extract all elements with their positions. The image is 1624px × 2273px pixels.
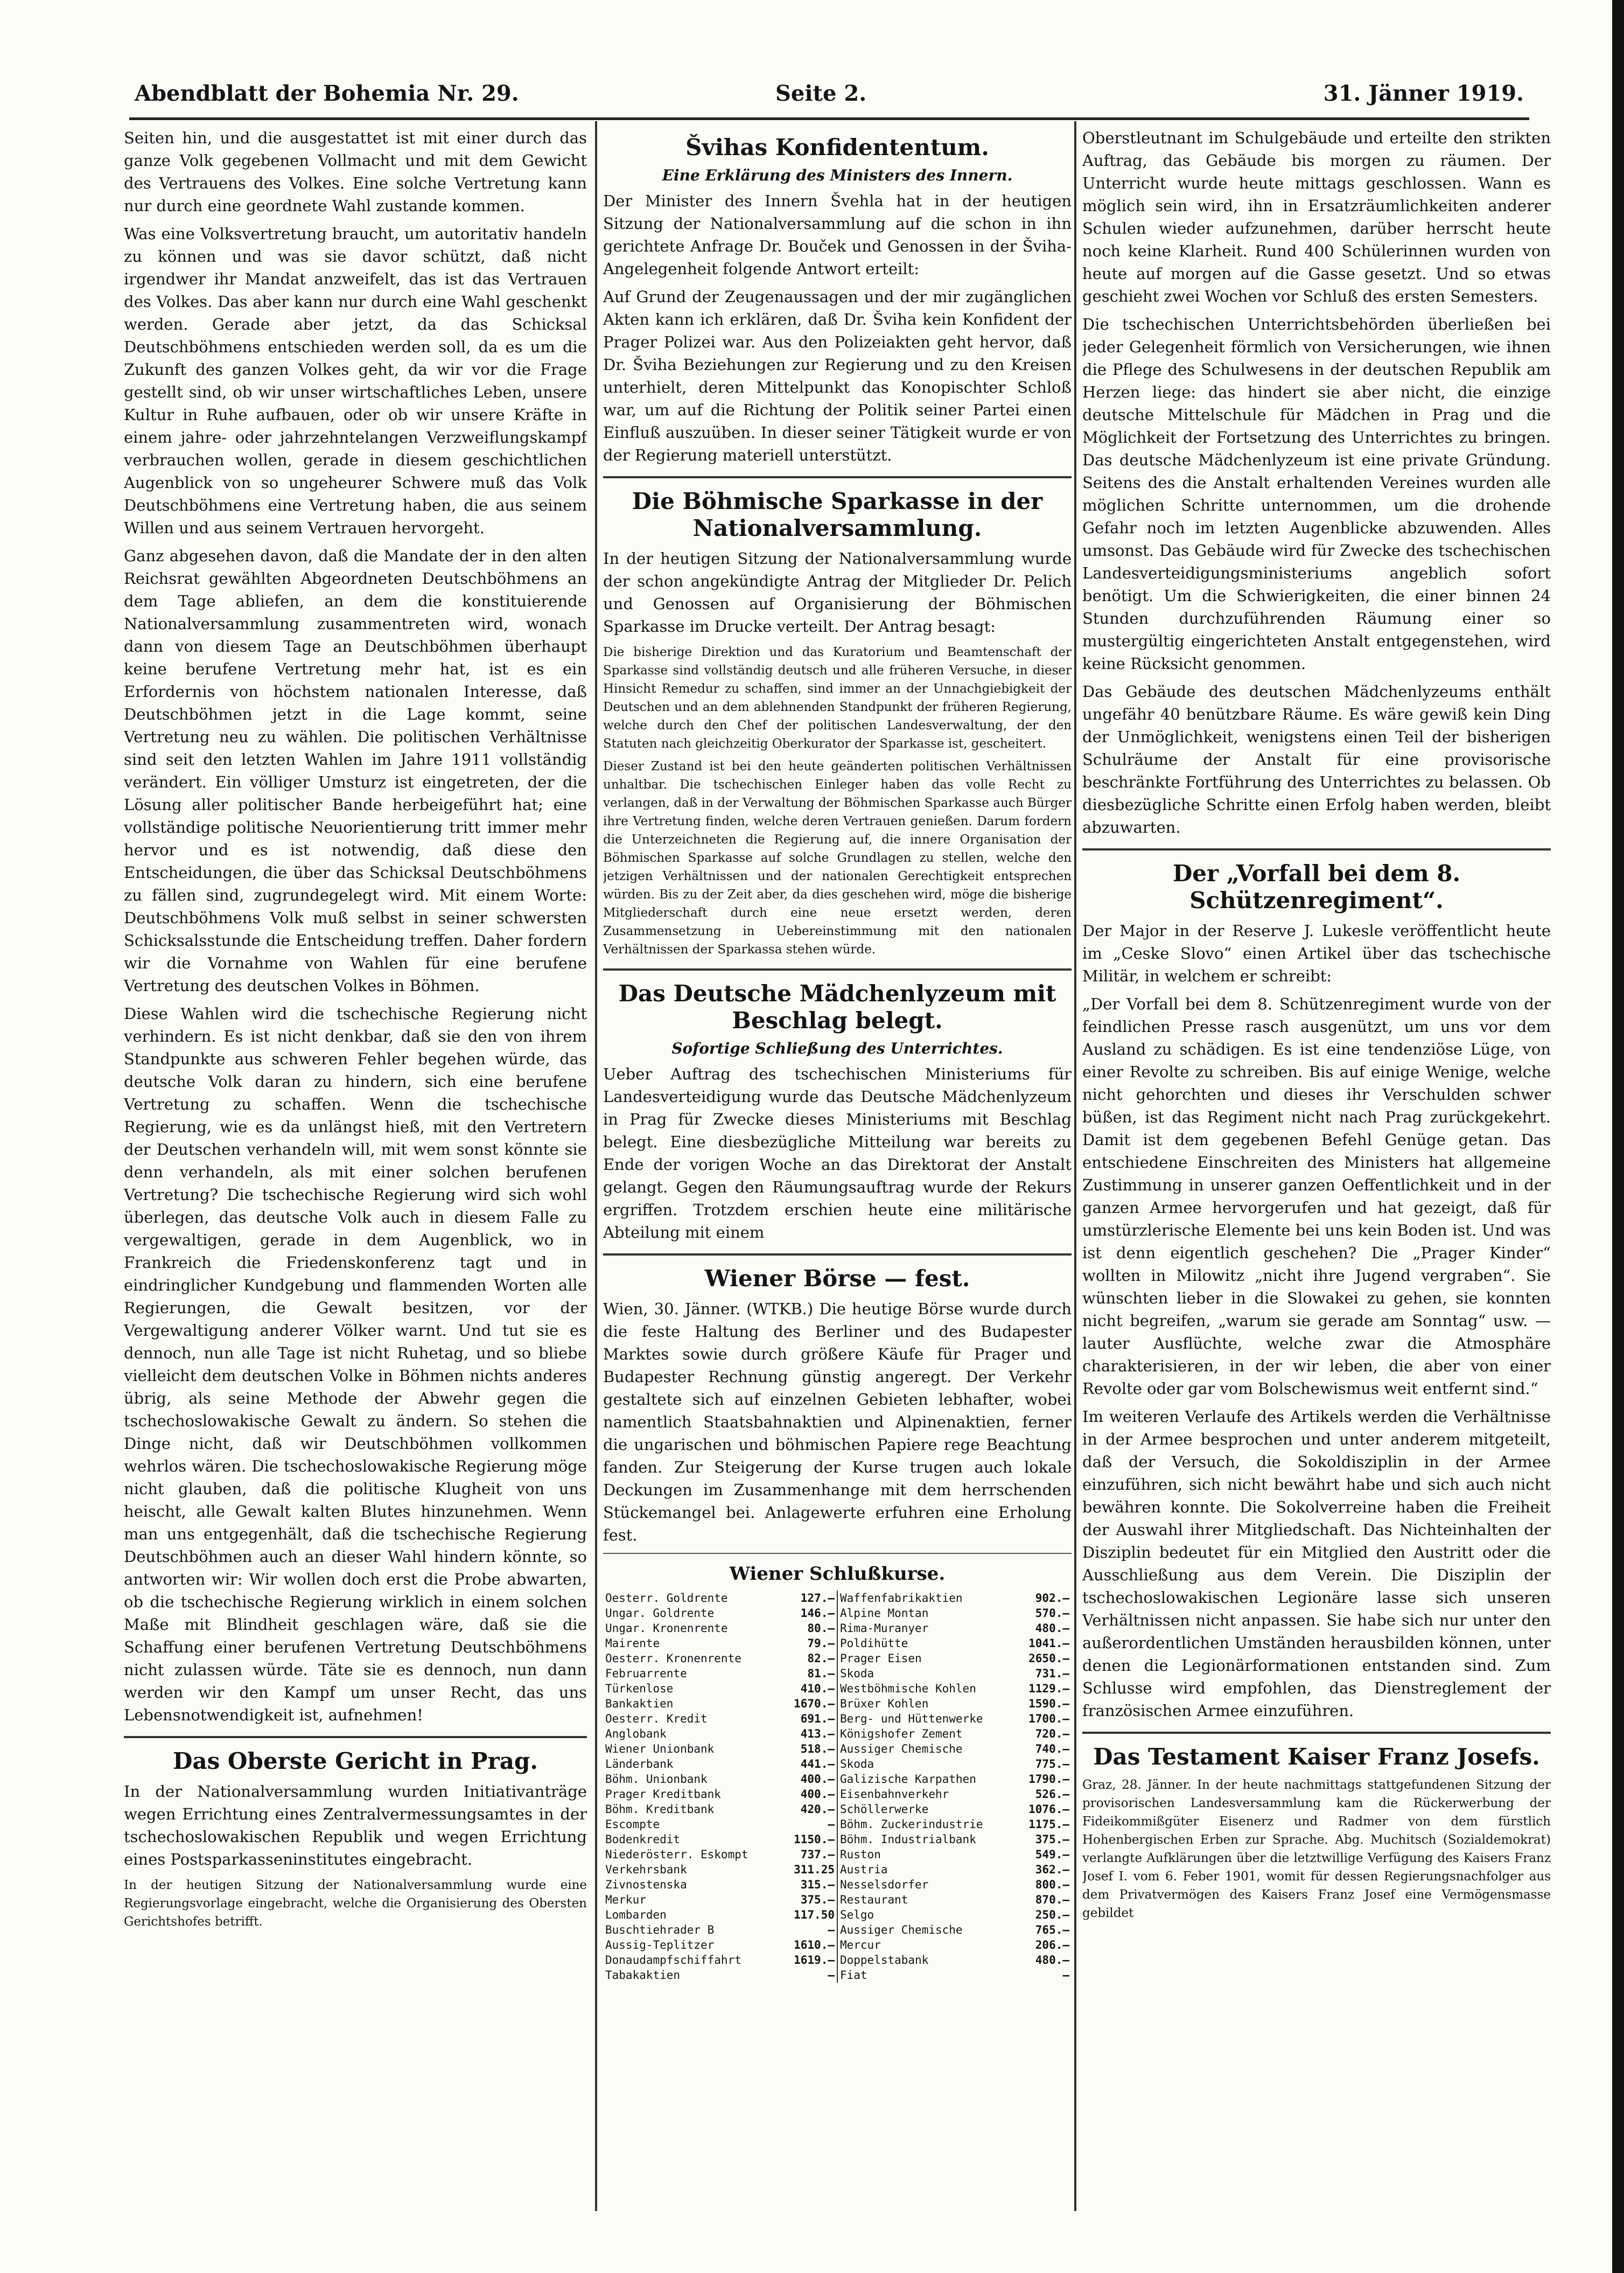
stock-quotes-table — [603, 1591, 1072, 1983]
security-name: Donaudampfschiffahrt — [605, 1954, 741, 1967]
paragraph: Oberstleutnant im Schulgebäude und erteilte den strikten Auftrag, das Gebäude bis morgen zu räumen. Der Unterricht wurde heute mittags geschlossen. Wann es möglich sein wird, ihn in Ersatzräumlichkeiten anderer Schulen wieder aufzunehmen, darüber herrscht heute noch keine Klarheit. Rund 400 Schülerinnen wurden von heute auf morgen auf die Gasse gesetzt. Und so etwas geschieht zwei Wochen vor Schluß des ersten Semesters. — [1082, 129, 1551, 305]
quote-value: 80.— — [807, 1622, 835, 1635]
security-name: Prager Kreditbank — [605, 1788, 721, 1801]
quote-value: 315.— — [800, 1878, 835, 1891]
security-name: Aussiger Chemische — [837, 1741, 1017, 1756]
table-row — [603, 1741, 1072, 1756]
quote-value: 570.— — [1035, 1607, 1069, 1620]
quote-value: 691.— — [800, 1712, 835, 1725]
security-name: Wiener Unionbank — [605, 1742, 715, 1755]
security-name: Poldihütte — [837, 1636, 1017, 1651]
security-name: Türkenlose — [605, 1682, 674, 1695]
security-name: Merkur — [605, 1893, 646, 1906]
table-row — [603, 1591, 1072, 1606]
quote-value: 775.— — [1035, 1758, 1069, 1770]
security-name: Fiat — [837, 1968, 1017, 1983]
security-name: Lombarden — [605, 1908, 667, 1921]
quote-value: — — [828, 1818, 835, 1831]
quote-value: — — [828, 1923, 835, 1936]
table-row — [603, 1922, 1072, 1937]
quote-value: 1619.— — [794, 1954, 835, 1967]
table-divider — [603, 1553, 1072, 1554]
page-header — [135, 81, 1524, 118]
table-row — [603, 1817, 1072, 1832]
table-row — [603, 1953, 1072, 1968]
security-name: Westböhmische Kohlen — [837, 1681, 1017, 1696]
table-row — [603, 1847, 1072, 1862]
security-name: Waffenfabrikaktien — [837, 1591, 1017, 1606]
security-name: Anglobank — [605, 1727, 667, 1740]
paragraph: In der Nationalversammlung wurden Initiativanträge wegen Errichtung eines Zentralvermessungsamtes in der tschechoslowakischen Republik und wegen Errichtung eines Postsparkasseninstitutes eingebracht. — [124, 1782, 587, 1868]
table-row — [603, 1636, 1072, 1651]
quote-value: 720.— — [1035, 1727, 1069, 1740]
security-name: Buschtiehrader B — [605, 1923, 715, 1936]
paragraph: Das Gebäude des deutschen Mädchenlyzeums enthält ungefähr 40 benützbare Räume. Es wäre gewiß kein Ding der Unmöglichkeit, wenigstens einen Teil der bisherigen Schulräume der Anstalt für eine provisorische beschränkte Fortführung des Unterrichtes zu belassen. Ob diesbezügliche Schritte einen Erfolg haben werden, bleibt abzuwarten. — [1082, 682, 1551, 836]
quote-value: 1150.— — [794, 1833, 835, 1846]
header-rule — [129, 117, 1529, 120]
column-divider — [595, 121, 597, 2211]
table-row — [603, 1787, 1072, 1802]
quote-value: 79.— — [807, 1637, 835, 1650]
security-name: Ungar. Goldrente — [605, 1607, 715, 1620]
quote-value: 250.— — [1035, 1908, 1069, 1921]
header-date: 31. Jänner 1919. — [1323, 81, 1524, 106]
quote-value: 1790.— — [1028, 1773, 1069, 1786]
quote-value: 902.— — [1035, 1592, 1069, 1605]
quote-value: 737.— — [800, 1848, 835, 1861]
table-row — [603, 1968, 1072, 1983]
security-name: Aussiger Chemische — [837, 1922, 1017, 1937]
quote-value: 549.— — [1035, 1848, 1069, 1861]
table-row — [603, 1937, 1072, 1953]
paragraph: Ueber Auftrag des tschechischen Ministeriums für Landesverteidigung wurde das Deutsche Mädchenlyzeum in Prag für Zwecke dieses Ministeriums mit Beschlag belegt. Eine diesbezügliche Mitteilung war bereits zu Ende der vorigen Woche an das Direktorat der Anstalt gelangt. Gegen den Räumungsauftrag wurde der Rekurs ergriffen. Trotzdem erschien heute eine militärische Abteilung mit einem — [603, 1065, 1072, 1242]
security-name: Zivnostenska — [605, 1878, 687, 1891]
security-name: Brüxer Kohlen — [837, 1696, 1017, 1711]
table-row — [603, 1892, 1072, 1907]
security-name: Länderbank — [605, 1758, 674, 1770]
table-row — [603, 1772, 1072, 1787]
security-name: Februarrente — [605, 1667, 687, 1680]
security-name: Berg- und Hüttenwerke — [837, 1711, 1017, 1726]
security-name: Böhm. Kreditbank — [605, 1803, 715, 1816]
security-name: Königshofer Zement — [837, 1726, 1017, 1741]
security-name: Galizische Karpathen — [837, 1772, 1017, 1787]
quote-value: 82.— — [807, 1652, 835, 1665]
security-name: Ruston — [837, 1847, 1017, 1862]
security-name: Austria — [837, 1862, 1017, 1877]
quote-value: 400.— — [800, 1788, 835, 1801]
quote-value: 526.— — [1035, 1788, 1069, 1801]
security-name: Prager Eisen — [837, 1651, 1017, 1666]
paragraph: Seiten hin, und die ausgestattet ist mit einer durch das ganze Volk gegebenen Vollmacht und mit dem Gewicht des Vertrauens des Volkes. Eine solche Vertretung kann nur durch eine geordnete Wahl zustande kommen. — [124, 129, 587, 215]
security-name: Rima-Muranyer — [837, 1621, 1017, 1636]
security-name: Böhm. Zuckerindustrie — [837, 1817, 1017, 1832]
paragraph: Was eine Volksvertretung braucht, um autoritativ handeln zu können und was sie davor schützt, daß nicht irgendwer ihr Mandat anzweifelt, das ist das Vertrauen des Volkes. Das aber kann nur durch eine Wahl geschenkt werden. Gerade aber jetzt, da das Schicksal Deutschböhmens entschieden werden soll, da es um die Zukunft des ganzen Volkes geht, da wir vor die Frage gestellt sind, ob wir unser wirtschaftliches Leben, unsere Kultur in Ruhe aufbauen, oder ob wir unsere Kräfte in einem jahre- oder jahrzehntelangen Verzweiflungskampf verbrauchen wollen, gerade in diesem geschichtlichen Augenblick von so ungeheurer Schwere muß das Volk Deutschböhmens eine Vertretung haben, die aus seinem Willen und aus seinem Vertrauen hervorgeht. — [124, 225, 587, 537]
security-name: Skoda — [837, 1756, 1017, 1772]
table-row — [603, 1756, 1072, 1772]
column-3 — [1082, 127, 1551, 2190]
article-subheadline: Eine Erklärung des Ministers des Innern. — [662, 166, 1013, 184]
table-row — [603, 1666, 1072, 1681]
security-name: Eisenbahnverkehr — [837, 1787, 1017, 1802]
quote-value: 1610.— — [794, 1939, 835, 1951]
quote-value: 1670.— — [794, 1697, 835, 1710]
quote-value: 1590.— — [1028, 1697, 1069, 1710]
quote-value: 740.— — [1035, 1742, 1069, 1755]
quote-value: 206.— — [1035, 1939, 1069, 1951]
security-name: Alpine Montan — [837, 1606, 1017, 1621]
article-divider — [603, 968, 1072, 971]
quote-value: 400.— — [800, 1773, 835, 1786]
quote-value: 765.— — [1035, 1923, 1069, 1936]
quote-value: 480.— — [1035, 1622, 1069, 1635]
table-title: Wiener Schlußkurse. — [729, 1563, 946, 1585]
security-name: Schöllerwerke — [837, 1802, 1017, 1817]
security-name: Bankaktien — [605, 1697, 674, 1710]
article-headline: Švihas Konfidententum. — [685, 134, 989, 161]
article-headline: Wiener Börse — fest. — [704, 1265, 970, 1292]
article-headline: Der „Vorfall bei dem 8. Schützenregiment“. — [1172, 860, 1461, 914]
article-headline: Das Deutsche Mädchenlyzeum mit Beschlag belegt. — [618, 980, 1056, 1034]
quote-value: 518.— — [800, 1742, 835, 1755]
security-name: Oesterr. Kronenrente — [605, 1652, 741, 1665]
security-name: Ungar. Kronenrente — [605, 1622, 728, 1635]
paragraph: „Der Vorfall bei dem 8. Schützenregiment wurde von der feindlichen Presse rasch ausgenützt, um uns vor dem Ausland zu schädigen. Es ist eine tendenziöse Lüge, von einer Revolte zu schreiben. Bis auf einige Wenige, welche nicht gehorchten und dieses ihr Verschulden schwer büßen, ist das Regiment nicht nach Prag zurückgekehrt. Damit ist dem gegebenen Befehl Genüge getan. Das entschiedene Einschreiten des Ministers hat allgemeine Zustimmung in unserer ganzen Oeffentlichkeit und in der ganzen Armee hervorgerufen und hat gezeigt, daß für umstürzlerische Elemente bei uns kein Boden ist. Und was ist denn eigentlich geschehen? Die „Prager Kinder“ wollten in Milowitz „nicht ihre Jugend vergraben“. Sie wünschten lieber in die Slowakei zu gehen, sie konnten nicht begreifen, „warum sie gerade am Sonntag“ usw. — lauter Ausflüchte, welche zwar die Atmosphäre charakterisieren, in der wir leben, die aber von einer Revolte oder gar vom Bolschewismus weit entfernt sind.“ — [1082, 995, 1551, 1398]
article-headline: Die Böhmische Sparkasse in der Nationalversammlung. — [632, 488, 1043, 541]
security-name: Aussig-Teplitzer — [605, 1939, 715, 1951]
paragraph: Graz, 28. Jänner. In der heute nachmittags stattgefundenen Sitzung der provisorischen Landesversammlung kam die Rückerwerbung der Fideikommißgüter Eisenerz und Radmer von dem fürstlich Hohenbergischen Erben zur Sprache. Abg. Muchitsch (Sozialdemokrat) verlangte Aufklärungen über die letztwillige Verfügung des Kaisers Franz Josef I. vom 6. Feber 1901, womit für dessen Regierungsnachfolger aus dem Privatvermögen des Kaisers Franz Josef eine Vermögensmasse gebildet — [1082, 1778, 1551, 1920]
quote-value: 1041.— — [1028, 1637, 1069, 1650]
quote-value: 731.— — [1035, 1667, 1069, 1680]
security-name: Skoda — [837, 1666, 1017, 1681]
quote-value: 146.— — [800, 1607, 835, 1620]
article-subheadline: Sofortige Schließung des Unterrichtes. — [671, 1040, 1003, 1057]
paragraph: In der heutigen Sitzung der Nationalversammlung wurde eine Regierungsvorlage eingebracht, welche die Organisierung des Obersten Gerichtshofes betrifft. — [124, 1878, 587, 1929]
security-name: Böhm. Unionbank — [605, 1773, 708, 1786]
scan-edge — [1612, 0, 1624, 2273]
article-divider — [603, 1253, 1072, 1256]
table-row — [603, 1802, 1072, 1817]
paragraph: Wien, 30. Jänner. (WTKB.) Die heutige Börse wurde durch die feste Haltung des Berliner und des Budapester Marktes sowie durch größere Käufe für Prager und Budapester Rechnung günstig angeregt. Der Verkehr gestaltete sich auf einzelnen Gebieten lebhafter, wobei namentlich Staatsbahnaktien und Alpinenaktien, ferner die ungarischen und böhmischen Papiere rege Beachtung fanden. Zur Steigerung der Kurse trugen auch lokale Deckungen im Zusammenhange mit dem herrschenden Stückemangel bei. Anlagewerte erfuhren eine Erholung fest. — [603, 1300, 1072, 1544]
quote-value: 1129.— — [1028, 1682, 1069, 1695]
table-row — [603, 1681, 1072, 1696]
quote-value: 413.— — [800, 1727, 835, 1740]
quote-value: 1175.— — [1028, 1818, 1069, 1831]
article-headline: Das Oberste Gericht in Prag. — [173, 1748, 538, 1774]
security-name: Niederösterr. Eskompt — [605, 1848, 748, 1861]
security-name: Restaurant — [837, 1892, 1017, 1907]
article-divider — [1082, 848, 1551, 850]
security-name: Selgo — [837, 1907, 1017, 1922]
quote-value: 117.50 — [794, 1908, 835, 1921]
quote-value: 870.— — [1035, 1893, 1069, 1906]
quote-value: 81.— — [807, 1667, 835, 1680]
table-row — [603, 1606, 1072, 1621]
quoted-paragraph: Die bisherige Direktion und das Kuratorium und Beamtenschaft der Sparkasse sind vollständig deutsch und alle früheren Versuche, in dieser Hinsicht Remedur zu schaffen, sind immer an der Unnachgiebigkeit der Deutschen und an dem ablehnenden Standpunkt der früheren Regierung, welche durch den Chef der politischen Landesverwaltung, der den Statuten nach gleichzeitig Oberkurator der Sparkasse ist, gescheitert. — [603, 645, 1072, 751]
quote-value: 1700.— — [1028, 1712, 1069, 1725]
security-name: Tabakaktien — [605, 1969, 681, 1982]
quote-value: 127.— — [800, 1592, 835, 1605]
security-name: Doppelstabank — [837, 1953, 1017, 1968]
paragraph: Der Major in der Reserve J. Lukesle veröffentlicht heute im „Ceske Slovo“ einen Artikel über das tschechische Militär, in welchem er schreibt: — [1082, 922, 1551, 985]
quote-value: 1076.— — [1028, 1803, 1069, 1816]
table-row — [603, 1711, 1072, 1726]
table-row — [603, 1696, 1072, 1711]
column-divider — [1074, 121, 1076, 2211]
table-row — [603, 1726, 1072, 1741]
column-2 — [603, 127, 1072, 2190]
table-row — [603, 1877, 1072, 1892]
quote-value: 375.— — [800, 1893, 835, 1906]
table-row — [603, 1832, 1072, 1847]
paragraph: Der Minister des Innern Švehla hat in der heutigen Sitzung der Nationalversammlung auf die schon in ihn gerichtete Anfrage Dr. Bouček und Genossen in der Šviha-Angelegenheit folgende Antwort erteilt: — [603, 192, 1072, 278]
quote-value: — — [828, 1969, 835, 1982]
security-name: Verkehrsbank — [605, 1863, 687, 1876]
paragraph: Auf Grund der Zeugenaussagen und der mir zugänglichen Akten kann ich erklären, daß Dr. Šviha kein Konfident der Prager Polizei war. Aus den Polizeiakten geht hervor, daß Dr. Šviha Beziehungen zur Regierung und zu den Kreisen unterhielt, deren Mittelpunkt das Konopischter Schloß war, um auf die Richtung der Politik seiner Partei einen Einfluß auszuüben. In dieser seiner Tätigkeit wurde er von der Regierung materiell unterstützt. — [603, 288, 1072, 464]
article-headline: Das Testament Kaiser Franz Josefs. — [1093, 1744, 1540, 1770]
quote-value: 410.— — [800, 1682, 835, 1695]
quote-value: 311.25 — [794, 1863, 835, 1876]
quote-value: — — [1062, 1969, 1069, 1982]
column-1 — [124, 127, 587, 2190]
table-row — [603, 1651, 1072, 1666]
table-row — [603, 1862, 1072, 1877]
table-row — [603, 1907, 1072, 1922]
article-divider — [603, 476, 1072, 478]
header-masthead: Abendblatt der Bohemia Nr. 29. — [135, 81, 519, 106]
paragraph: Ganz abgesehen davon, daß die Mandate der in den alten Reichsrat gewählten Abgeordneten Deutschböhmens an dem Tage abliefen, an dem die konstituierende Nationalversammlung zusammentreten wird, wonach dann von diesem Tage an Deutschböhmen überhaupt keine berufene Vertretung mehr hat, ist es ein Erfordernis von höchstem nationalen Interesse, daß Deutschböhmen jetzt in die Lage kommt, seine Vertretung neu zu wählen. Die politischen Verhältnisse sind seit den letzten Wahlen im Jahre 1911 vollständig verändert. Ein völliger Umsturz ist eingetreten, der die Lösung aller politischer Bande herbeigeführt hat; eine vollständige politische Neuorientierung tritt immer mehr hervor und es ist notwendig, daß diese den Entscheidungen, die über das Schicksal Deutschböhmens zu fällen sind, zugrundegelegt wird. Mit einem Worte: Deutschböhmens Volk muß selbst in seiner schwersten Schicksalsstunde die Entscheidung treffen. Daher fordern wir die Vornahme von Wahlen für eine berufene Vertretung des deutschen Volkes in Böhmen. — [124, 547, 587, 995]
security-name: Oesterr. Kredit — [605, 1712, 708, 1725]
quote-value: 441.— — [800, 1758, 835, 1770]
paragraph: Die tschechischen Unterrichtsbehörden überließen bei jeder Gelegenheit förmlich von Versicherungen, wie ihnen die Pflege des Schulwesens in der deutschen Republik am Herzen liege: das hindert sie aber nicht, die einzige deutsche Mittelschule für Mädchen in Prag und die Möglichkeit der Fortsetzung des Unterrichtes zu bringen. Das deutsche Mädchenlyzeum ist eine private Gründung. Seitens des die Anstalt erhaltenden Vereines wurden alle möglichen Schritte unternommen, um die drohende Gefahr noch im letzten Augenblicke abzuwenden. Alles umsonst. Das Gebäude wird für Zwecke des tschechischen Landesverteidigungsministeriums angeblich sofort benötigt. Um die Schwierigkeiten, die einer binnen 24 Stunden durchzuführenden Räumung einer so mustergültig eingerichteten Anstalt entgegenstehen, wird keine Rücksicht genommen. — [1082, 315, 1551, 673]
paragraph: In der heutigen Sitzung der Nationalversammlung wurde der schon angekündigte Antrag der Mitglieder Dr. Pelich und Genossen auf Organisierung der Böhmischen Sparkasse im Drucke verteilt. Der Antrag besagt: — [603, 549, 1072, 636]
quoted-paragraph: Dieser Zustand ist bei den heute geänderten politischen Verhältnissen unhaltbar. Die tschechischen Einleger haben das volle Recht zu verlangen, daß in der Verwaltung der Böhmischen Sparkasse auch Bürger ihre Vertretung finden, welche deren Vertrauen genießen. Darum fordern die Unterzeichneten die Regierung auf, die innere Organisation der Böhmischen Sparkasse auf solche Grundlagen zu stellen, welche den jetzigen Verhältnissen und der nationalen Gerechtigkeit entsprechen würden. Bis zu der Zeit aber, da dies geschehen wird, möge die bisherige Mitgliederschaft durch eine neue ersetzt werden, deren Zusammensetzung in Uebereinstimmung mit den nationalen Verhältnissen der Sparkassa stehen würde. — [603, 759, 1072, 957]
security-name: Böhm. Industrialbank — [837, 1832, 1017, 1847]
security-name: Escompte — [605, 1818, 660, 1831]
security-name: Mercur — [837, 1937, 1017, 1953]
table-row — [603, 1621, 1072, 1636]
security-name: Mairente — [605, 1637, 660, 1650]
quote-value: 800.— — [1035, 1878, 1069, 1891]
quote-value: 375.— — [1035, 1833, 1069, 1846]
article-divider — [124, 1736, 587, 1738]
quote-value: 420.— — [800, 1803, 835, 1816]
quote-value: 480.— — [1035, 1954, 1069, 1967]
quote-value: 362.— — [1035, 1863, 1069, 1876]
security-name: Oesterr. Goldrente — [605, 1592, 728, 1605]
article-divider — [1082, 1732, 1551, 1734]
paragraph: Im weiteren Verlaufe des Artikels werden die Verhältnisse in der Armee besprochen und unter anderem mitgeteilt, daß der Versuch, die Sokoldisziplin in der Armee einzuführen, sich nicht bewährt habe und sich auch nicht bewähren konnte. Die Sokolverreine haben die Freiheit der Auswahl ihrer Mitgliedschaft. Das Nichteinhalten der Disziplin bedeutet für ein Mitglied den Austritt oder die Ausschließung aus dem Verein. Die Disziplin der tschechoslowakischen Legionäre lasse sich unseren Verhältnissen nicht anpassen. Sie habe sich nur unter den außerordentlichen Umständen herausbilden können, unter denen die Legionärformationen entstanden sind. Zum Schlusse wird empfohlen, das Dienstreglement der französischen Armee einzuführen. — [1082, 1407, 1551, 1720]
security-name: Bodenkredit — [605, 1833, 681, 1846]
header-page-number: Seite 2. — [775, 81, 867, 106]
security-name: Nesselsdorfer — [837, 1877, 1017, 1892]
paragraph: Diese Wahlen wird die tschechische Regierung nicht verhindern. Es ist nicht denkbar, daß sie den von ihrem Standpunkte aus schweren Fehler begehen würde, das deutsche Volk daran zu hindern, sich eine berufene Vertretung zu schaffen. Wenn die tschechische Regierung, wie es da unlängst hieß, mit den Vertretern der Deutschen verhandeln will, mit wem sonst könnte sie denn verhandeln, als mit einer solchen berufenen Vertretung? Die tschechische Regierung wird sich wohl überlegen, das deutsche Volk auch in diesem Falle zu vergewaltigen, gerade in dem Augenblick, wo in Frankreich die Friedenskonferenz tagt und in eindringlicher Kundgebung und flammenden Worten alle Regierungen, die Gewalt besitzen, vor der Vergewaltigung anderer Völker warnt. Und tut sie es dennoch, nun alle Tage ist nicht Ruhetag, und so bliebe vielleicht dem deutschen Volke in Böhmen nichts anderes übrig, als seine Methode der Abwehr gegen die tschechoslowakische Gewalt zu ändern. So stehen die Dinge nicht, daß wir Deutschböhmen vollkommen wehrlos wären. Die tschechoslowakische Regierung möge nicht glauben, daß die politische Klugheit von uns heischt, alle Gewalt kalten Blutes hinzunehmen. Wenn man uns entgegenhält, daß die tschechische Regierung Deutschböhmen auch an dieser Wahl hindern könnte, so antworten wir: Wir wollen doch erst die Probe abwarten, ob die tschechische Regierung wirklich in einem solchen Maße mit Blindheit geschlagen wäre, daß sie die Schaffung einer berufenen Vertretung Deutschböhmens nicht zulassen würde. Täte sie es dennoch, nun dann werden wir den Kampf um unser Recht, das uns Lebensnotwendigkeit ist, aufnehmen! — [124, 1005, 587, 1724]
quote-value: 2650.— — [1028, 1652, 1069, 1665]
